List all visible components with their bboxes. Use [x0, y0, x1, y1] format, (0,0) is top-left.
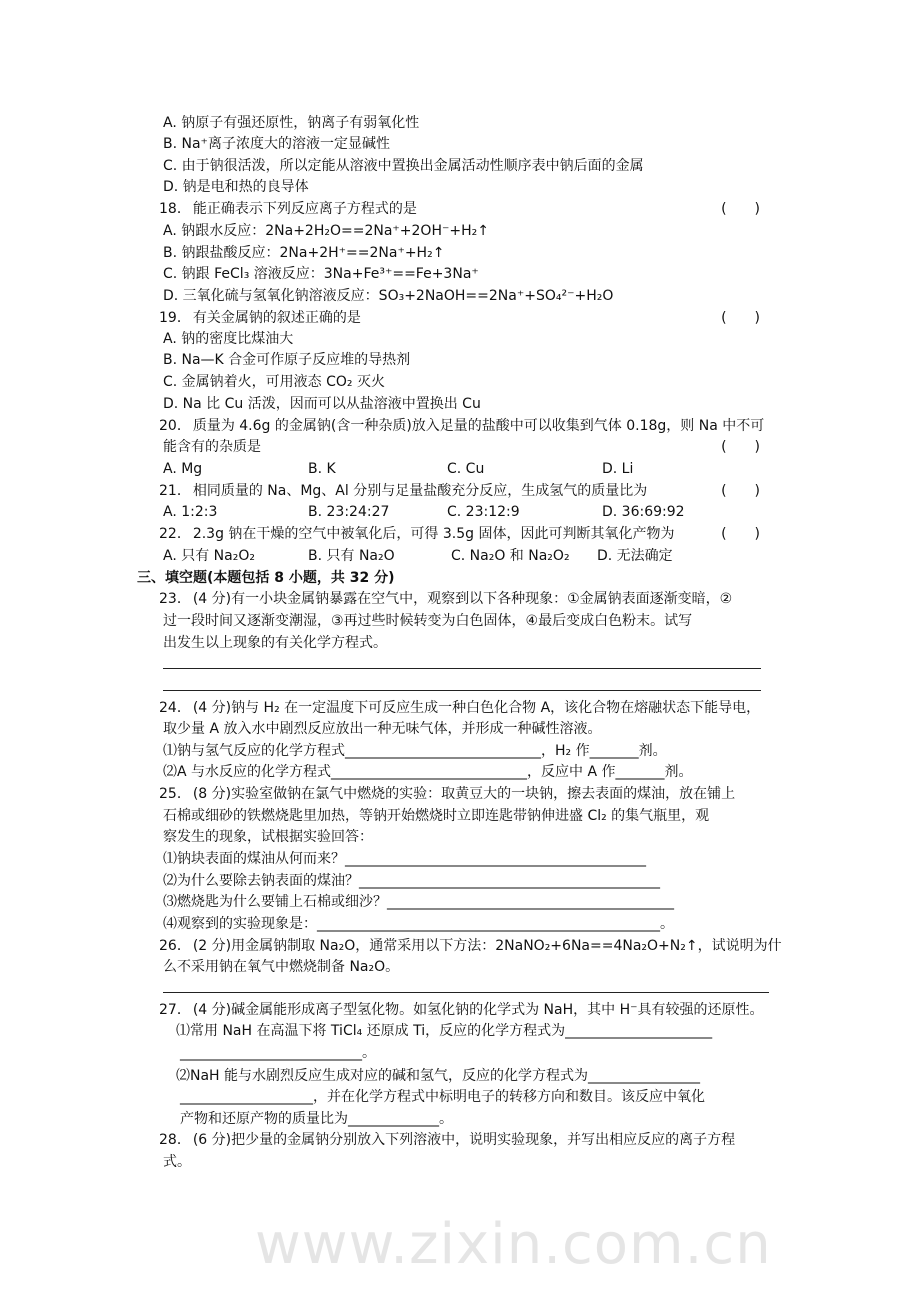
question-header [159, 481, 760, 501]
question-header [159, 416, 765, 436]
question-text: (4 分)碱金属能形成离子型氢化物。如氢化钠的化学式为 NaH，其中 H⁻具有较强的还原性。 [192, 1002, 764, 1018]
option-b: B. 钠跟盐酸反应：2Na+2H⁺==2Na⁺+H₂↑ [163, 245, 445, 261]
option-a: A. 1:2:3 [163, 504, 218, 520]
question-text: ___________________，并在化学方程式中标明电子的转移方向和数目。该反应中氧化 [180, 1089, 705, 1105]
sub-question-2: ⑵A 与水反应的化学方程式____________________________，反应中 A 作_______剂。 [163, 764, 693, 780]
question-text: (6 分)把少量的金属钠分别放入下列溶液中，说明实验现象，并写出相应反应的离子方程 [192, 1132, 736, 1148]
question-header-cont [163, 437, 760, 457]
sub-question-1: ⑴常用 NaH 在高温下将 TiCl₄ 还原成 Ti，反应的化学方程式为_____________________ [176, 1023, 713, 1039]
answer-line [163, 992, 769, 993]
sub-question-4: ⑷观察到的实验现象是：_________________________________________________。 [163, 916, 674, 932]
question-stem: 相同质量的 Na、Mg、Al 分别与足量盐酸充分反应，生成氢气的质量比为 [192, 483, 648, 499]
question-text: 察发生的现象，试根据实验回答： [163, 829, 373, 845]
question-text: 过一段时间又逐渐变潮湿，③再过些时候转变为白色固体，④最后变成白色粉末。试写 [163, 613, 693, 629]
option-b: B. 23:24:27 [308, 504, 390, 520]
answer-blank: __________________________。 [180, 1045, 376, 1061]
option-a: A. 钠跟水反应：2Na+2H₂O==2Na⁺+2OH⁻+H₂↑ [163, 223, 489, 239]
question-text: (4 分)钠与 H₂ 在一定温度下可反应生成一种白色化合物 A，该化合物在熔融状态下能导电， [192, 700, 761, 716]
answer-line [163, 668, 761, 669]
answer-paren: ( ) [721, 439, 760, 455]
question-number: 25． [159, 786, 191, 802]
question-header [159, 308, 760, 328]
question-header [159, 784, 760, 804]
question-text: 出发生以上现象的有关化学方程式。 [163, 635, 387, 651]
question-text: 式。 [163, 1154, 191, 1170]
question-number: 20． [159, 418, 191, 434]
option-d: D. 钠是电和热的良导体 [163, 179, 309, 195]
question-number: 26． [159, 938, 191, 954]
question-header [159, 1130, 760, 1150]
question-stem: 2.3g 钠在干燥的空气中被氧化后，可得 3.5g 固体，因此可判断其氧化产物为 [192, 526, 675, 542]
question-header [159, 936, 782, 956]
answer-paren: ( ) [721, 526, 760, 542]
question-text: 石棉或细砂的铁燃烧匙里加热，等钠开始燃烧时立即连匙带钠伸进盛 Cl₂ 的集气瓶里，观 [163, 808, 710, 824]
question-text: 么不采用钠在氧气中燃烧制备 Na₂O。 [163, 959, 400, 975]
option-a: A. Mg [163, 461, 203, 477]
question-header [159, 199, 760, 219]
question-number: 21． [159, 483, 191, 499]
question-stem: 质量为 4.6g 的金属钠(含一种杂质)放入足量的盐酸中可以收集到气体 0.18g，则 Na 中不可 [192, 418, 765, 434]
option-b: B. K [308, 461, 336, 477]
option-c: C. Na₂O 和 Na₂O₂ [451, 548, 570, 564]
question-text: 取少量 A 放入水中剧烈反应放出一种无味气体，并形成一种碱性溶液。 [163, 721, 602, 737]
sub-question-2: ⑵为什么要除去钠表面的煤油？___________________________________________ [163, 873, 660, 889]
answer-paren: ( ) [721, 201, 760, 217]
question-header [159, 589, 760, 609]
question-stem: 能正确表示下列反应离子方程式的是 [192, 201, 417, 217]
watermark: www.zixin.com.cn [255, 1212, 772, 1277]
sub-question-1: ⑴钠与氢气反应的化学方程式____________________________，H₂ 作_______剂。 [163, 743, 667, 759]
question-number: 23． [159, 591, 191, 607]
question-stem: 有关金属钠的叙述正确的是 [192, 310, 361, 326]
option-d: D. 36:69:92 [602, 504, 685, 520]
option-a: A. 钠原子有强还原性，钠离子有弱氧化性 [163, 115, 420, 131]
sub-question-1: ⑴钠块表面的煤油从何而来？___________________________________________ [163, 851, 646, 867]
option-a: A. 钠的密度比煤油大 [163, 331, 294, 347]
question-number: 22． [159, 526, 191, 542]
sub-question-3: ⑶燃烧匙为什么要铺上石棉或细沙？_________________________________________ [163, 894, 674, 910]
option-a: A. 只有 Na₂O₂ [163, 548, 255, 564]
question-number: 27． [159, 1002, 191, 1018]
answer-paren: ( ) [721, 310, 760, 326]
question-number: 24． [159, 700, 191, 716]
option-c: C. 23:12:9 [447, 504, 520, 520]
option-c: C. 钠跟 FeCl₃ 溶液反应：3Na+Fe³⁺==Fe+3Na⁺ [163, 266, 479, 282]
option-d: D. Na 比 Cu 活泼，因而可以从盐溶液中置换出 Cu [163, 396, 481, 412]
question-header [159, 698, 760, 718]
sub-question-2: ⑵NaH 能与水剧烈反应生成对应的碱和氢气，反应的化学方程式为________________ [176, 1068, 701, 1084]
option-c: C. 金属钠着火，可用液态 CO₂ 灭火 [163, 374, 385, 390]
question-text: (4 分)有一小块金属钠暴露在空气中，观察到以下各种现象：①金属钠表面逐渐变暗，② [192, 591, 733, 607]
question-text: 产物和还原产物的质量比为_____________。 [180, 1111, 453, 1127]
question-header [159, 524, 760, 544]
option-d: D. Li [602, 461, 634, 477]
option-c: C. 由于钠很活泼，所以定能从溶液中置换出金属活动性顺序表中钠后面的金属 [163, 158, 644, 174]
question-text: (8 分)实验室做钠在氯气中燃烧的实验：取黄豆大的一块钠，擦去表面的煤油，放在铺上 [192, 786, 736, 802]
question-text: (2 分)用金属钠制取 Na₂O，通常采用以下方法：2NaNO₂+6Na==4Na₂O+N₂↑，试说明为什 [192, 938, 782, 954]
question-number: 18． [159, 201, 191, 217]
answer-line [163, 690, 761, 691]
question-header [159, 1000, 764, 1020]
option-b: B. Na—K 合金可作原子反应堆的导热剂 [163, 352, 411, 368]
option-c: C. Cu [447, 461, 485, 477]
section-heading: 三、填空题(本题包括 8 小题，共 32 分) [137, 570, 395, 586]
question-number: 19． [159, 310, 191, 326]
question-number: 28． [159, 1132, 191, 1148]
question-stem-cont: 能含有的杂质是 [163, 439, 261, 455]
option-b: B. 只有 Na₂O [308, 548, 395, 564]
answer-paren: ( ) [721, 483, 760, 499]
option-d: D. 三氧化硫与氢氧化钠溶液反应：SO₃+2NaOH==2Na⁺+SO₄²⁻+H₂O [163, 288, 614, 304]
option-b: B. Na⁺离子浓度大的溶液一定显碱性 [163, 136, 390, 152]
option-d: D. 无法确定 [597, 548, 673, 564]
